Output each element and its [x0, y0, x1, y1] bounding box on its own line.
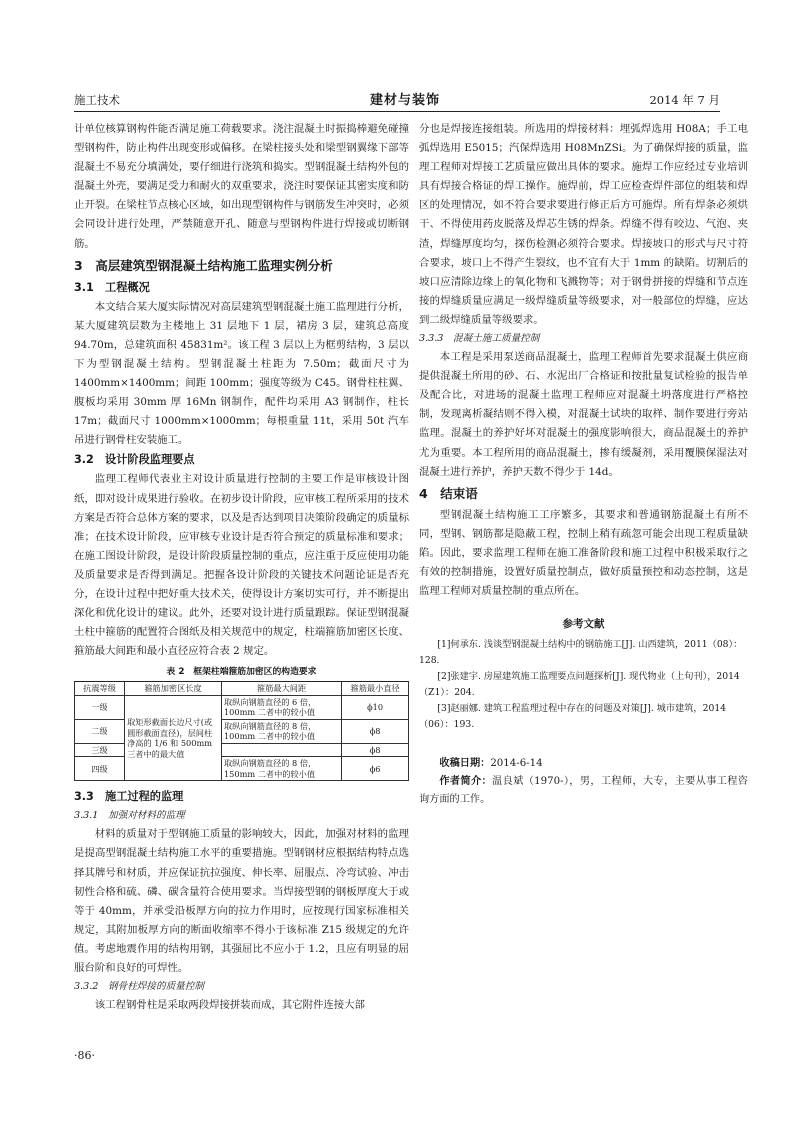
- table-cell: [221, 743, 341, 757]
- author-label: 作者简介：: [439, 776, 493, 788]
- author-value: 温良斌（1970-），男，工程师，大专，主要从事工程咨询方面的工作。: [419, 776, 748, 806]
- table-header: 箍筋加密区长度: [125, 682, 222, 696]
- table-header: 箍筋最小直径: [342, 682, 409, 696]
- table-cell-length: 取矩形截面长边尺寸(或圆形截面直径)，层间柱净高的 1/6 和 500mm 三者中的最大值: [125, 695, 222, 781]
- table-cell: 二级: [75, 719, 125, 743]
- heading-3-3-3: 3.3.3 混凝土施工质量控制: [419, 333, 540, 345]
- received-value: 2014-6-14: [490, 758, 543, 770]
- reference-item: [2]张建宇. 房屋建筑施工监理要点问题探析[J]. 现代物业（上旬刊），2014（Z1）：204.: [419, 671, 740, 699]
- journal-logo: [370, 89, 440, 108]
- table-cell: 取纵向钢筋直径的 8 倍，100mm 二者中的较小值: [221, 719, 341, 743]
- table-cell: ϕ8: [342, 743, 409, 757]
- paragraph-conclusion: 型钢混凝土结构施工工序繁多，其要求和普通钢筋混凝土有所不同，型钢、钢筋都是隐蔽工程，控制上稍有疏忽可能会出现工程质量缺陷。因此，要求监理工程师在施工准备阶段和施工过程中积极采取行之有效的控制措施，设置好质量控制点，做好质量预控和动态控制，这是监理工程师对质量控制的重点所在。: [419, 508, 748, 598]
- table-cell: ϕ10: [342, 695, 409, 719]
- reference-item: [3]赵丽娜. 建筑工程监理过程中存在的问题及对策[J]. 城市建筑，2014（06）：193.: [419, 703, 727, 731]
- header-divider: [74, 111, 720, 112]
- paragraph-design-stage: 监理工程师代表业主对设计质量进行控制的主要工作是审核设计图纸，即对设计成果进行验收。在初步设计阶段，应审核工程所采用的技术方案是否符合总体方案的要求，以及是否达到项目决策阶段确定的质量标准；在技术设计阶段，应审核专业设计是否符合预定的质量标准和要求；在施工图设计阶段，是设计阶段质量控制的重点，应注重于反应使用功能及质量要求是否得到满足。把握各设计阶段的关键技术问题论证是否充分，在设计过程中把好重大技术关，使得设计方案切实可行，并不断提出深化和优化设计的建议。此外，还要对设计进行质量跟踪。保证型钢混凝土柱中箍筋的配置符合图纸及相关规范中的规定，柱端箍筋加密区长度、箍筋最大间距和最小直径应符合表 2 规定。: [74, 473, 409, 658]
- table-cell: ϕ6: [342, 757, 409, 781]
- right-column: [419, 120, 748, 809]
- journal-title: 建材与装饰: [370, 93, 441, 108]
- received-label: 收稿日期：: [439, 758, 491, 770]
- header-section: 施工技术: [74, 93, 120, 107]
- heading-section-3: 3 高层建筑型钢混凝土结构施工监理实例分析: [74, 257, 333, 273]
- stirrup-table: [74, 681, 409, 781]
- table-header: 抗震等级: [75, 682, 125, 696]
- header-date: 2014 年 7 月: [649, 93, 720, 107]
- table-header-row: [75, 682, 409, 696]
- heading-3-1: 3.1 工程概况: [74, 280, 150, 294]
- paragraph-materials: 材料的质量对于型钢施工质量的影响较大，因此，加强对材料的监理是提高型钢混凝土结构施工水平的重要措施。型钢钢材应根据结构特点选择其牌号和材质，并应保证抗拉强度、伸长率、屈服点、冷弯试验、冲击韧性合格和硫、磷、碳含量符合使用要求。当焊接型钢的钢板厚度大于或等于 40mm，并承受沿板厚方向的拉力作用时，应按现行国家标准相关规定，其附加板厚方向的断面收缩率不得小于该标准 Z15 级规定的允许值。考虑地震作用的结构用钢，其强屈比不应小于 1.2，且应有明显的屈服台阶和良好的可焊性。: [74, 828, 409, 974]
- left-column: [74, 120, 409, 1015]
- heading-3-3-1: 3.3.1 加强对材料的监理: [74, 810, 185, 822]
- table-cell: 取纵向钢筋直径的 6 倍，100mm 二者中的较小值: [221, 695, 341, 719]
- table-cell: 一级: [75, 695, 125, 719]
- table-cell: 三级: [75, 743, 125, 757]
- author-bio: [419, 773, 748, 809]
- table-cell: 取纵向钢筋直径的 8 倍，150mm 二者中的较小值: [221, 757, 341, 781]
- paragraph-concrete: 本工程是采用泵送商品混凝土，监理工程师首先要求混凝土供应商提供混凝土所用的砂、石、水泥出厂合格证和按批量复试检验的报告单及配合比，对进场的混凝土监理工程师应对混凝土坍落度进行严格控制，发现离析凝结则不得入模，对混凝土试块的取样、制作要进行旁站监理。混凝土的养护好坏对混凝土的强度影响很大，商品混凝土的养护尤为重要。本工程所用的商品混凝土，掺有缓凝剂，采用覆膜保湿法对混凝土进行养护，养护天数不得少于 14d。: [419, 351, 748, 478]
- table-row: [75, 695, 409, 719]
- page-number: ·86·: [74, 1049, 95, 1062]
- paragraph-continued: 计单位核算钢构件能否满足施工荷载要求。浇注混凝土时振捣棒避免碰撞型钢构件，防止构件出现变形或偏移。在梁柱接头处和梁型钢翼缘下部等混凝土不易充分填满处，要仔细进行浇筑和捣实。型钢混凝土结构外包的混凝土外壳，要满足受力和耐火的双重要求，浇注时要保证其密实度和防止开裂。在梁柱节点核心区域，如出现型钢构件与钢筋发生冲突时，必须会同设计进行处理，严禁随意开孔、随意与型钢构件进行焊接或切断钢筋。: [74, 123, 409, 250]
- heading-3-2: 3.2 设计阶段监理要点: [74, 453, 195, 467]
- paragraph-welding-start: 该工程钢骨柱是采取两段焊接拼装而成，其它附件连接大部: [94, 999, 365, 1012]
- paragraph-welding-continued: 分也是焊接连接组装。所选用的焊接材料：埋弧焊选用 H08A；手工电弧焊选用 E5015；汽保焊选用 H08MnZSi。为了确保焊接的质量，监理工程师对焊接工艺质量应做出具体的要求。施焊工作应经过专业培训具有焊接合格证的焊工操作。施焊前，焊工应检查焊件部位的组装和焊区的处理情况，如不符合要求要进行修正后方可施焊。所有焊条必须烘干、不得使用药皮脱落及焊芯生锈的焊条。焊缝不得有咬边、气泡、夹渣，焊缝厚度均匀，探伤检测必须符合要求。焊接坡口的形式与尺寸符合要求，坡口上不得产生裂纹，也不宜有大于 1mm 的缺陷。切割后的坡口应清除边缘上的氧化物和飞溅物等；对于钢骨拼接的焊缝和节点连接的焊缝质量应满足一级焊缝质量等级要求，对一般部位的焊缝，应达到二级焊缝质量等级要求。: [419, 123, 748, 326]
- references-title: 参考文献: [562, 618, 605, 631]
- received-date: [419, 755, 748, 773]
- table-header: 箍筋最大间距: [221, 682, 341, 696]
- table-caption: 表 2 框架柱端箍筋加密区的构造要求: [166, 667, 317, 678]
- reference-item: [1]何承东. 浅谈型钢混凝土结构中的钢筋施工[J]. 山西建筑，2011（08）：128.: [419, 639, 743, 667]
- heading-section-4: 4 结束语: [419, 485, 478, 501]
- table-cell: ϕ8: [342, 719, 409, 743]
- table-cell: 四级: [75, 757, 125, 781]
- heading-3-3: 3.3 施工过程的监理: [74, 790, 184, 804]
- heading-3-3-2: 3.3.2 钢骨柱焊接的质量控制: [74, 981, 204, 993]
- paragraph-project-overview: 本文结合某大厦实际情况对高层建筑型钢混凝土施工监理进行分析，某大厦建筑层数为主楼地上 31 层地下 1 层，裙房 3 层，建筑总高度 94.70m，总建筑面积 45831m²。该工程 3 层以上为框剪结构，3 层以下为型钢混凝土结构。型钢混凝土柱距为 7.50m；截面尺寸为 1400mm×1400mm；间距 100mm；强度等级为 C45。钢骨柱柱翼、腹板均采用 30mm 厚 16Mn 钢制作，配件均采用 A3 钢制作，柱长 17m；截面尺寸 1000mm×1000mm；每根重量 11t，采用 50t 汽车吊进行钢骨柱安装施工。: [74, 300, 409, 447]
